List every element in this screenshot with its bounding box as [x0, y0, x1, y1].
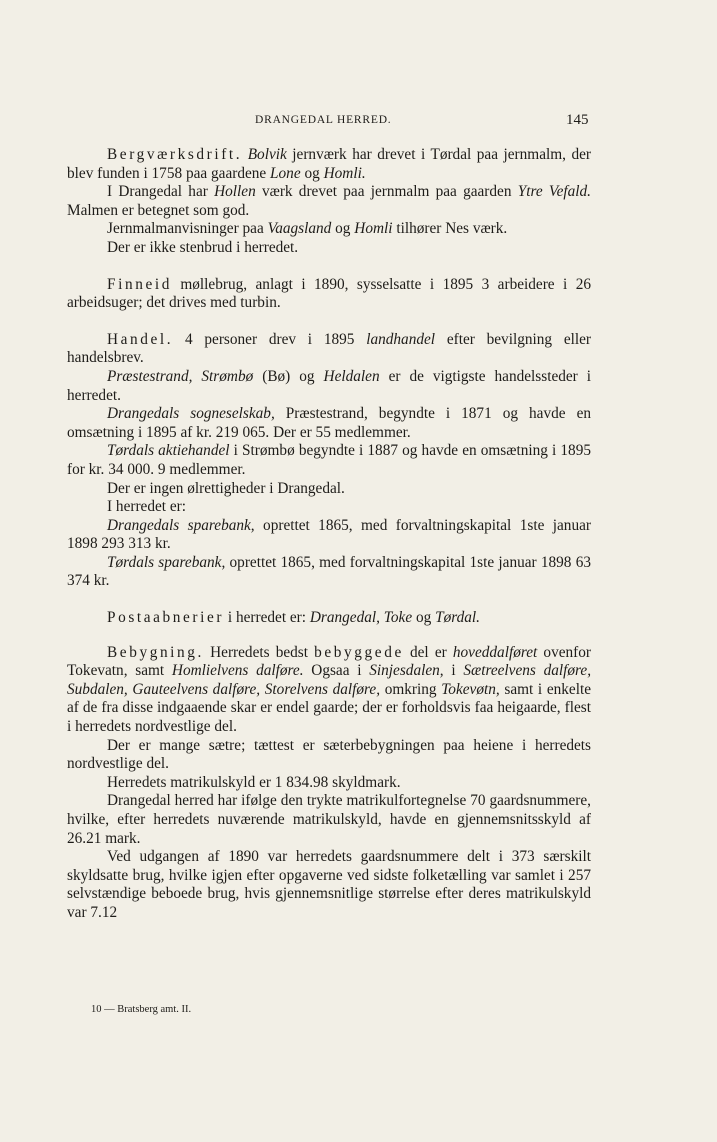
paragraph-stenbrud: Der er ikke stenbrud i herredet. — [107, 238, 299, 256]
text-run: i Strømbø begyndte i 1887 og havde en omsætning i 1895 for kr. 34 000. 9 medlemmer. — [67, 442, 591, 478]
text-run: omkring — [380, 680, 442, 698]
text-run: efter bevilgning eller handelsbrev. — [67, 330, 591, 367]
paragraph-matrikulskyld: Herredets matrikulskyld er 1 834.98 skyldmark. — [107, 773, 401, 791]
spacer — [67, 628, 591, 644]
place-name: Vaagsland — [267, 220, 332, 238]
spacer — [67, 591, 591, 609]
paragraph-handelssteder — [67, 368, 591, 405]
place-name: Homli. — [323, 164, 366, 182]
paragraph-saetre: Der er mange sætre; tættest er sæterbebygningen paa heiene i herredets nordvestlige del. — [67, 736, 591, 773]
header-title: DRANGEDAL HERRED. — [255, 114, 392, 126]
organization-name: Drangedals sparebank, — [107, 516, 255, 534]
section-heading-finneid: Finneid — [107, 275, 172, 293]
place-name: Toke — [383, 609, 413, 627]
paragraph-bebygning — [67, 644, 591, 737]
paragraph-gaardsnummere: Drangedal herred har ifølge den trykte matrikulfortegnelse 70 gaardsnummere, hvilke, efter herredets nuværende matrikulskyld, havde en gjennemsnitsskyld af 26.21 mark. — [67, 792, 591, 847]
text-run: møllebrug, anlagt i 1890, sysselsatte i 1895 3 arbeidere i 26 arbeidsuger; det drives med turbin. — [67, 275, 591, 312]
organization-name: Tørdals sparebank, — [107, 553, 226, 571]
paragraph-hollen — [67, 183, 591, 220]
text-run: samt i enkelte af de fra disse indgaaende skar er endel gaarde; der er forholdsvis faa heigaarde, flest i herredets nordvestlige del. — [67, 680, 591, 736]
section-heading-postaabnerier: Postaabnerier — [107, 609, 225, 627]
organization-name: Tørdals aktiehandel — [107, 442, 230, 460]
text-run: 4 personer drev i 1895 — [173, 330, 367, 348]
running-header — [0, 112, 717, 134]
paragraph-bergvaerksdrift — [67, 146, 591, 183]
page-body — [67, 146, 591, 923]
place-name: Homli — [354, 220, 393, 238]
place-name: Ytre Vefald. — [517, 183, 591, 201]
paragraph-handel — [67, 331, 591, 368]
section-heading-handel: Handel. — [107, 330, 174, 348]
emphasis: landhandel — [366, 330, 436, 348]
text-run: ovenfor Tokevatn, samt — [67, 643, 592, 680]
place-name: hoveddalføret — [452, 643, 538, 661]
text-run: jernværk har drevet i Tørdal paa jernmalm, der blev funden i 1758 paa gaardene — [67, 146, 592, 182]
text-run: oprettet 1865, med forvaltningskapital 1ste januar 1898 293 313 kr. — [67, 516, 591, 553]
signature-mark: 10 — Bratsberg amt. II. — [91, 1004, 192, 1015]
text-run: og — [331, 220, 355, 238]
text-run: i — [443, 662, 464, 680]
place-name: Drangedal, — [309, 609, 380, 627]
text-run: (Bø) og — [253, 367, 324, 385]
paragraph-finneid — [67, 276, 591, 313]
place-name: Tokevøtn, — [441, 680, 500, 698]
place-name: Bolvik — [247, 146, 287, 163]
text-run: er de vigtigste handelssteder i herredet. — [67, 367, 592, 404]
paragraph-aktiehandel — [67, 442, 591, 479]
text-run: Præstestrand, begyndte i 1871 og havde en omsætning i 1895 af kr. 219 065. Der er 55 medlemmer. — [67, 405, 592, 441]
place-name: Sinjesdalen, — [369, 662, 444, 680]
paragraph-drangedals-sparebank — [67, 517, 591, 554]
organization-name: Drangedals sogneselskab, — [107, 405, 275, 423]
text-run: og — [300, 164, 324, 182]
text-run: og — [412, 609, 436, 627]
paragraph-brug: Ved udgangen af 1890 var herredets gaardsnummere delt i 373 særskilt skyldsatte brug, hvilke igjen efter opgaverne ved sidste folketælling var samlet i 257 selvstændige beboede brug, hvis gjennemsnitlige størrelse efter deres matrikulskyld var 7.12 — [67, 848, 591, 921]
place-name: Homlielvens dalføre. — [171, 662, 304, 680]
spacer — [67, 313, 591, 331]
paragraph-herredet-er: I herredet er: — [107, 498, 186, 516]
place-name: Heldalen — [323, 367, 380, 385]
text-run: Ogsaa i — [303, 662, 370, 680]
page-number: 145 — [566, 112, 589, 128]
text-run: Malmen er betegnet som god. — [67, 201, 250, 219]
text-run: værk drevet paa jernmalm paa gaarden — [255, 183, 518, 201]
place-name: Hollen — [214, 183, 256, 201]
paragraph-sogneselskab — [67, 405, 591, 442]
text-run: i herredet er: — [224, 609, 310, 627]
place-name: Lone — [270, 164, 301, 182]
place-name: Sætreelvens dalføre, Subdalen, Gauteelvens dalføre, Storelvens dalføre, — [67, 662, 592, 698]
section-heading-bergvaerksdrift: Bergværksdrift. — [107, 146, 243, 163]
paragraph-tordals-sparebank — [67, 554, 591, 591]
spaced-word: bebyggede — [314, 643, 404, 661]
text-run: I Drangedal har — [107, 183, 215, 201]
paragraph-jernmalm — [67, 220, 591, 239]
text-run: Herredets bedst — [203, 643, 315, 661]
place-name: Tørdal. — [435, 609, 481, 627]
text-run: del er — [403, 643, 453, 661]
paragraph-olrettigheder: Der er ingen ølrettigheder i Drangedal. — [107, 479, 345, 497]
place-name: Præstestrand, Strømbø — [107, 367, 254, 385]
section-heading-bebygning: Bebygning. — [107, 643, 204, 661]
spacer — [67, 258, 591, 276]
text-run: oprettet 1865, med forvaltningskapital 1ste januar 1898 63 374 kr. — [67, 553, 591, 590]
text-run: tilhører Nes værk. — [392, 220, 508, 238]
paragraph-postaabnerier — [67, 609, 591, 628]
text-run: Jernmalmanvisninger paa — [107, 220, 268, 238]
